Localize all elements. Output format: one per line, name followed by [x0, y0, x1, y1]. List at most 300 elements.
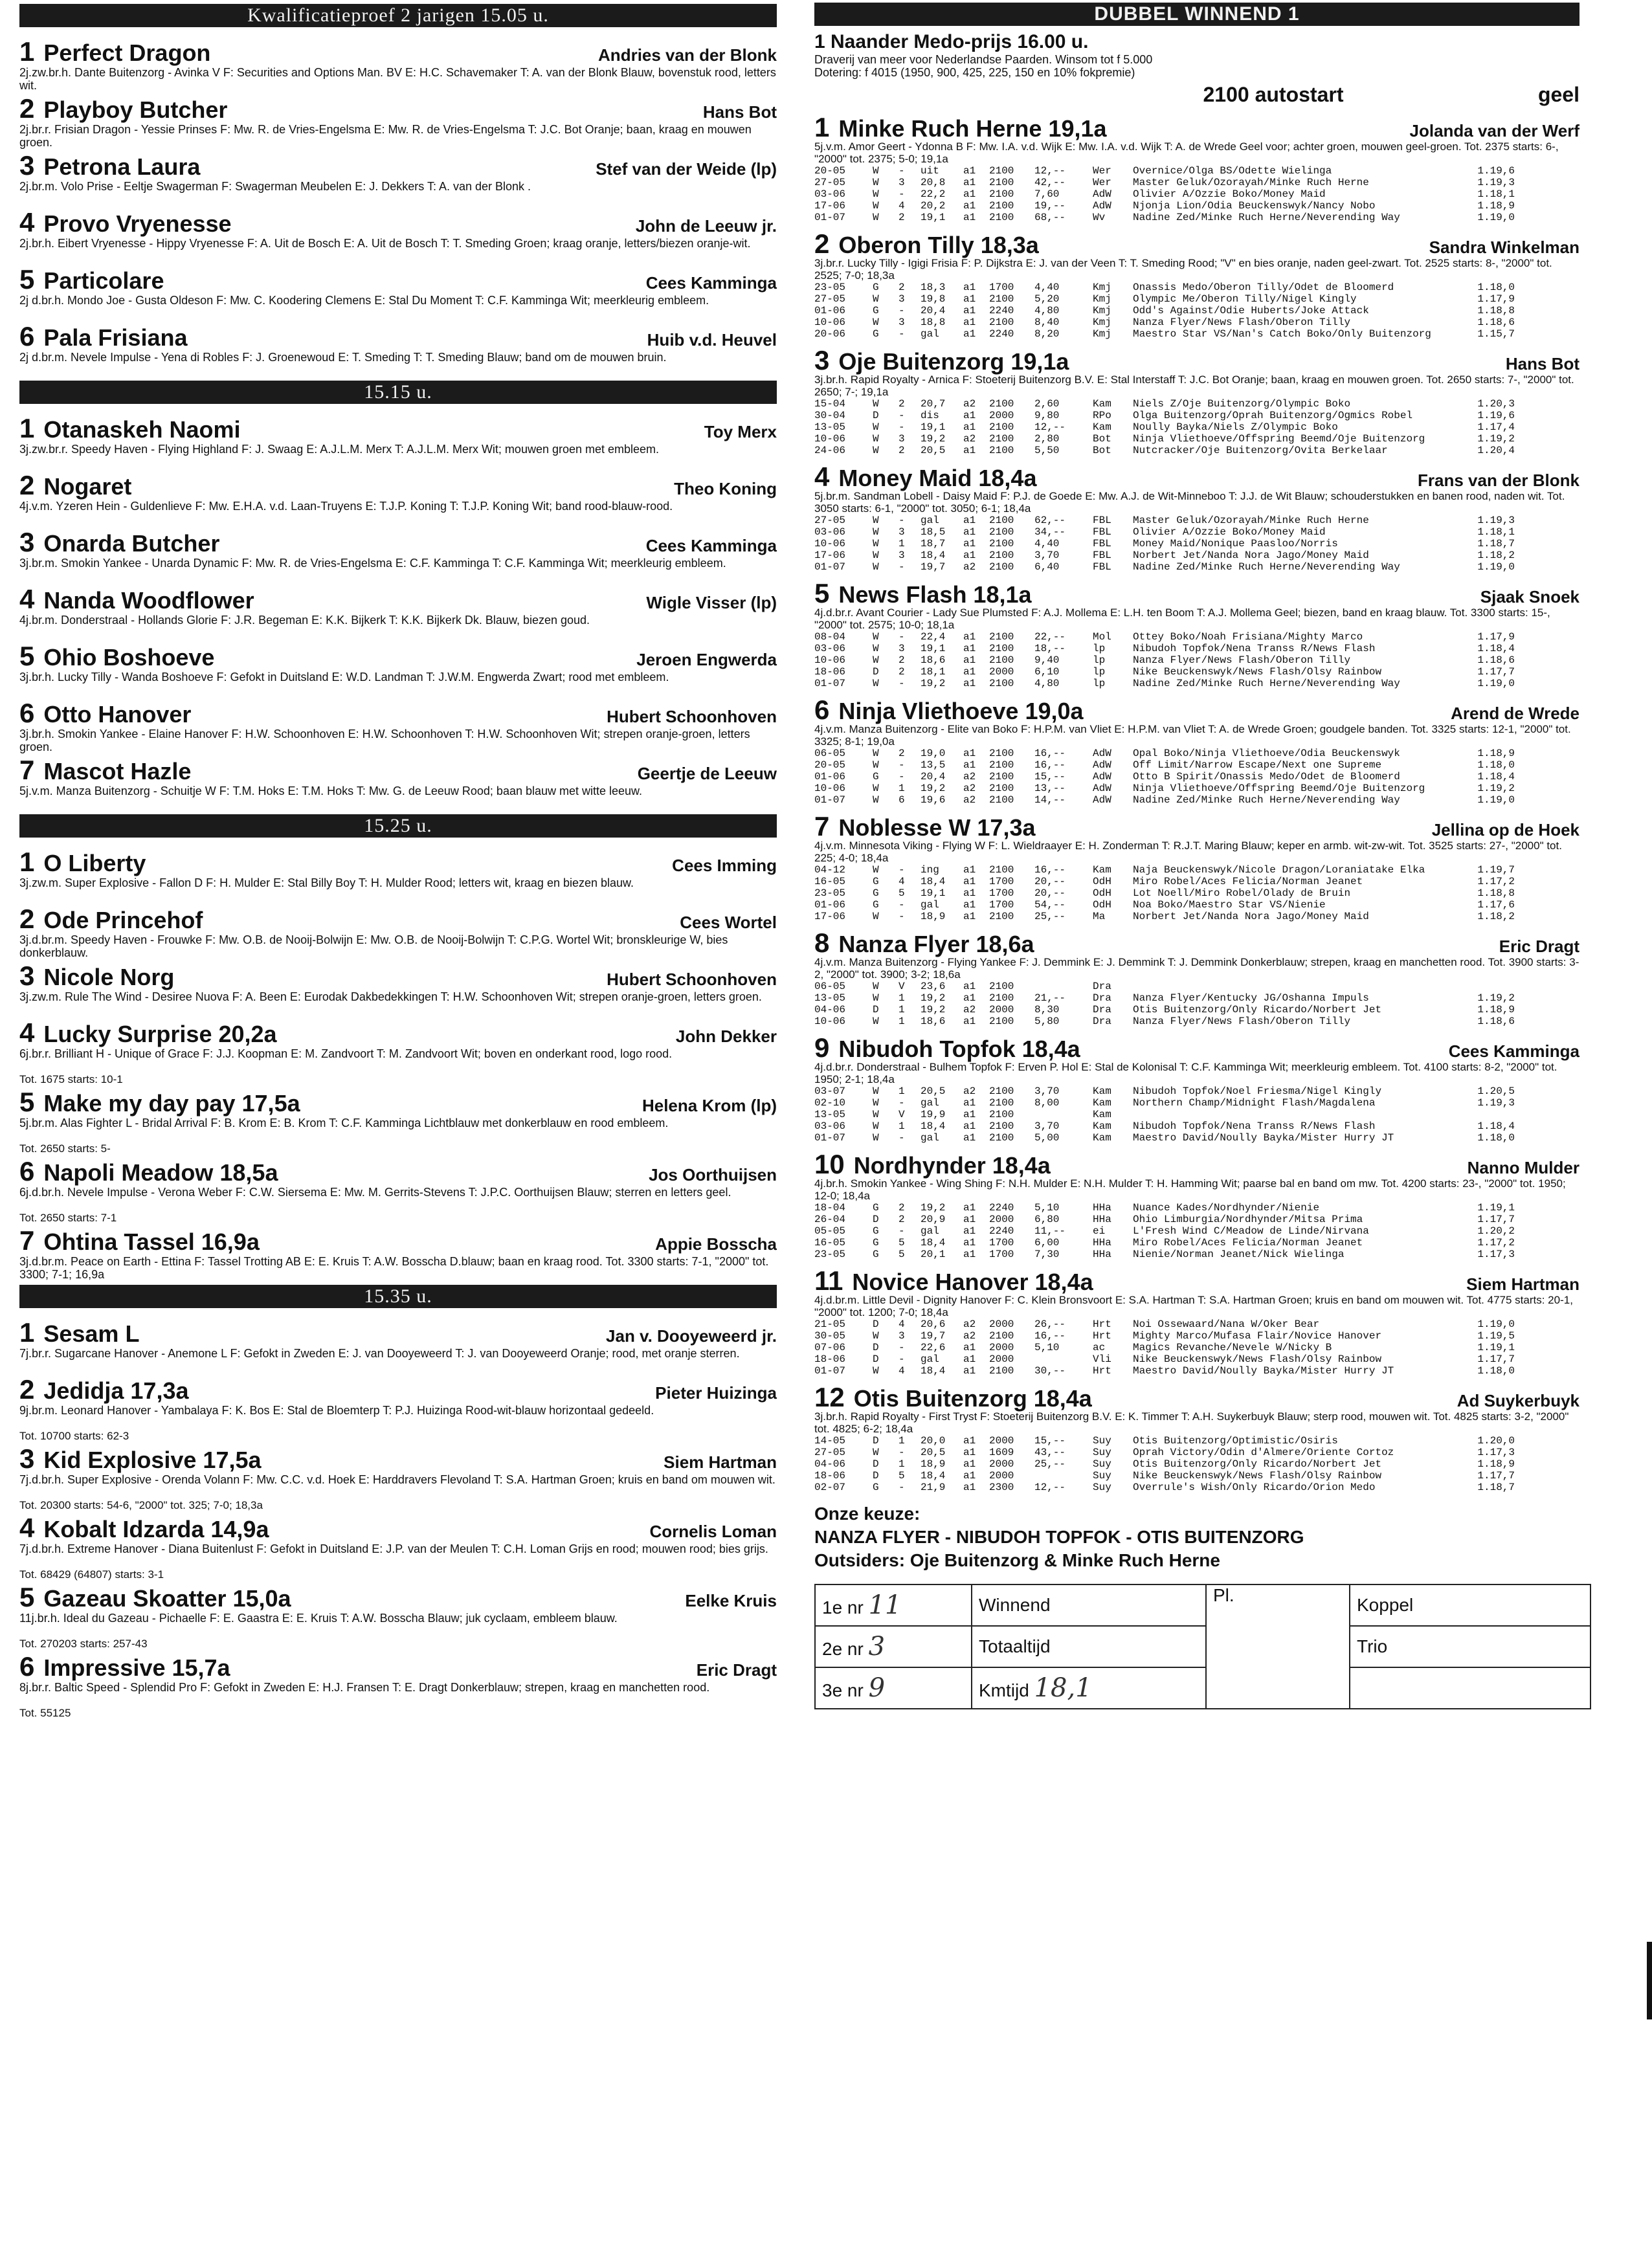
horse-header [814, 811, 1579, 839]
result-cell: 1.19,6 [1477, 410, 1515, 421]
horse-entry [814, 228, 1579, 340]
horse-number: 4 [19, 1017, 35, 1048]
result-cell: 03-06 [814, 188, 846, 200]
horse-entry [814, 1382, 1579, 1493]
horse-description: 3j.br.h. Lucky Tilly - Wanda Boshoeve F: Gefokt in Duitsland E: W.D. Landman T: J.W.M. Engwerda Zwart; rood met embleem. [19, 671, 669, 684]
handwritten-number: 11 [868, 1590, 902, 1620]
result-cell: W [873, 445, 879, 456]
result-cell: Nibudoh Topfok/Nena Transs R/News Flash [1133, 643, 1376, 654]
result-cell: 1 [899, 992, 905, 1004]
result-cell: 1.18,8 [1477, 887, 1515, 899]
result-cell: W [873, 1120, 879, 1132]
result-cell: 18,7 [921, 538, 946, 550]
result-cell: 1.17,7 [1477, 1214, 1515, 1225]
result-cell: 25,-- [1034, 1458, 1066, 1470]
race-conditions: Draverij van meer voor Nederlandse Paarden. Winsom tot f 5.000 [814, 53, 1153, 66]
horse-name-text: Perfect Dragon [43, 39, 211, 66]
result-cell: W [873, 1132, 879, 1144]
result-cell: lp [1093, 678, 1106, 689]
result-cell: Money Maid/Nonique Paasloo/Norris [1133, 538, 1338, 550]
result-cell: 10-06 [814, 317, 846, 328]
result-cell: 2100 [989, 1097, 1014, 1109]
result-cell: 1.20,3 [1477, 398, 1515, 410]
result-cell: 16-05 [814, 876, 846, 887]
horse-entry [19, 1443, 777, 1511]
bet-row [815, 1626, 1591, 1667]
result-cell: a1 [963, 1120, 976, 1132]
result-cell: D [873, 1353, 879, 1365]
race-type-bar: DUBBEL WINNEND 1 [814, 3, 1579, 26]
result-row [814, 305, 1579, 317]
result-cell: 10-06 [814, 433, 846, 445]
result-cell: - [899, 759, 905, 771]
result-cell: 1.19,0 [1477, 212, 1515, 223]
result-cell: G [873, 1482, 879, 1493]
result-cell: 2000 [989, 1435, 1014, 1447]
result-cell: lp [1093, 654, 1106, 666]
result-cell: D [873, 666, 879, 678]
horse-header [19, 527, 777, 557]
result-cell: G [873, 887, 879, 899]
horse-description: 2j.br.r. Frisian Dragon - Yessie Prinses F: Mw. R. de Vries-Engelsma E: Mw. R. de Vries-Engelsma T: J.C. Bot Oranje; baan, kraag en mouwen groen. [19, 123, 752, 149]
result-row [814, 212, 1579, 223]
result-row [814, 759, 1579, 771]
result-cell: Dra [1093, 981, 1111, 992]
result-cell: W [873, 165, 879, 177]
driver-name: Sjaak Snoek [1480, 587, 1579, 606]
result-cell: 18-06 [814, 1353, 846, 1365]
result-cell: 18,6 [921, 654, 946, 666]
right-column [814, 0, 1579, 1709]
driver-name: Helena Krom (lp) [642, 1096, 777, 1115]
horse-number: 11 [814, 1265, 843, 1296]
result-row [814, 421, 1579, 433]
result-cell: 1.20,2 [1477, 1225, 1515, 1237]
result-cell: W [873, 200, 879, 212]
result-cell: Norbert Jet/Nanda Nora Jago/Money Maid [1133, 911, 1369, 922]
result-cell: 1 [899, 1120, 905, 1132]
result-cell: 1.17,3 [1477, 1447, 1515, 1458]
result-cell: Nadine Zed/Minke Ruch Herne/Neverending Way [1133, 561, 1400, 573]
result-row [814, 678, 1579, 689]
result-cell: a1 [963, 177, 976, 188]
race-time-bar: 15.25 u. [19, 814, 777, 838]
result-cell: D [873, 1458, 879, 1470]
result-cell: 18,4 [921, 876, 946, 887]
result-cell: FBL [1093, 538, 1111, 550]
result-cell: - [899, 328, 905, 340]
result-cell: FBL [1093, 550, 1111, 561]
result-cell: Northern Champ/Midnight Flash/Magdalena [1133, 1097, 1376, 1109]
horse-number: 6 [19, 1651, 35, 1682]
result-cell: 2100 [989, 200, 1014, 212]
result-cell: 01-07 [814, 561, 846, 573]
handwritten-number: 3 [868, 1632, 886, 1662]
horse-description: 3j.zw.m. Rule The Wind - Desiree Nuova F: A. Been E: Eurodak Dakbedekkingen T: H.W. Schoonhoven Wit; strepen oranje-groen, letters groen. [19, 990, 762, 1003]
result-cell: Nienie/Norman Jeanet/Nick Wielinga [1133, 1249, 1345, 1260]
result-cell: Kam [1093, 1097, 1111, 1109]
driver-name: Siem Hartman [1466, 1274, 1579, 1294]
result-cell: W [873, 561, 879, 573]
result-cell: Ohio Limburgia/Nordhynder/Mitsa Prima [1133, 1214, 1363, 1225]
result-cell: 18,9 [921, 911, 946, 922]
bet-combo: Trio [1357, 1636, 1388, 1656]
result-cell: 5 [899, 887, 905, 899]
horse-name [19, 36, 210, 67]
result-cell: dis [921, 410, 939, 421]
horse-name [19, 584, 254, 615]
horse-description: 6j.br.r. Brilliant H - Unique of Grace F: J.J. Koopman E: M. Zandvoort T: M. Zandvoort Wit; boven en onderkant rood, logo rood. [19, 1047, 673, 1060]
result-cell: 17-06 [814, 550, 846, 561]
result-cell: 2000 [989, 1004, 1014, 1016]
bet-type: Winnend [979, 1595, 1051, 1615]
horse-header [814, 345, 1579, 373]
result-cell: Nadine Zed/Minke Ruch Herne/Neverending Way [1133, 794, 1400, 806]
result-cell: HHa [1093, 1237, 1111, 1249]
horse-name-text: Nibudoh Topfok 18,4a [838, 1036, 1080, 1062]
result-cell: 30-05 [814, 1330, 846, 1342]
result-cell: 1.19,7 [1477, 864, 1515, 876]
horse-totals: Tot. 270203 starts: 257-43 [19, 1638, 148, 1650]
horse-description: 3j.br.h. Rapid Royalty - First Tryst F: Stoeterij Buitenzorg B.V. E: K. Timmer T: A.H. Suykerbuyk Blauw; sterp rood, mouwen wit. Tot. 4825 starts: 3-2, "2000" tot. 4825; 6-2; 18,4a [814, 1410, 1569, 1435]
result-cell: 5,10 [1034, 1342, 1060, 1353]
result-cell: 20,-- [1034, 887, 1066, 899]
result-cell: Suy [1093, 1458, 1111, 1470]
result-row [814, 1214, 1579, 1225]
result-cell: 12,-- [1034, 421, 1066, 433]
horse-name [19, 1156, 278, 1187]
bet-form [814, 1584, 1591, 1709]
result-cell: 19,1 [921, 887, 946, 899]
result-cell: Noa Boko/Maestro Star VS/Nienie [1133, 899, 1326, 911]
result-cell: Dra [1093, 1016, 1111, 1027]
horse-header [19, 93, 777, 123]
result-cell: gal [921, 1132, 939, 1144]
driver-name: Jolanda van der Werf [1409, 121, 1579, 140]
result-cell: 1.17,9 [1477, 293, 1515, 305]
result-cell: gal [921, 899, 939, 911]
result-cell: 1.17,7 [1477, 666, 1515, 678]
result-cell: 2100 [989, 748, 1014, 759]
result-row [814, 1318, 1579, 1330]
result-cell: Ottey Boko/Noah Frisiana/Mighty Marco [1133, 631, 1363, 643]
driver-name: Jos Oorthuijsen [649, 1165, 777, 1184]
result-cell: G [873, 899, 879, 911]
horse-number: 2 [814, 228, 830, 259]
race-color: geel [1537, 83, 1579, 106]
result-cell: D [873, 1214, 879, 1225]
result-cell: 1 [899, 1085, 905, 1097]
horse-number: 6 [19, 698, 35, 728]
horse-description: 2j.br.m. Volo Prise - Eeltje Swagerman F: Swagerman Meubelen E: J. Dekkers T: A. van der Blonk . [19, 180, 531, 193]
result-cell: 2,60 [1034, 398, 1060, 410]
result-cell: 9,40 [1034, 654, 1060, 666]
horse-number: 10 [814, 1149, 845, 1179]
horse-number: 9 [814, 1032, 830, 1063]
horse-header [19, 847, 777, 876]
result-cell: D [873, 410, 879, 421]
horse-number: 3 [19, 1443, 35, 1474]
result-cell: a1 [963, 992, 976, 1004]
result-row [814, 328, 1579, 340]
result-row [814, 887, 1579, 899]
result-cell: 1.20,0 [1477, 1435, 1515, 1447]
bet-combo-cell [1350, 1667, 1591, 1709]
result-cell: 42,-- [1034, 177, 1066, 188]
horse-number: 8 [814, 928, 830, 958]
result-cell: AdW [1093, 794, 1111, 806]
result-cell: a1 [963, 887, 976, 899]
result-cell: Mighty Marco/Mufasa Flair/Novice Hanover [1133, 1330, 1382, 1342]
result-cell: D [873, 1004, 879, 1016]
horse-name-text: Money Maid 18,4a [838, 465, 1037, 491]
result-cell: 1 [899, 538, 905, 550]
result-cell: 2 [899, 666, 905, 678]
horse-entry [814, 112, 1579, 223]
result-cell: Odd's Against/Odie Huberts/Joke Attack [1133, 305, 1369, 317]
result-cell: 1.19,0 [1477, 678, 1515, 689]
result-cell: 2240 [989, 328, 1014, 340]
result-cell: 1700 [989, 876, 1014, 887]
result-cell: a1 [963, 1202, 976, 1214]
result-cell: 19,6 [921, 794, 946, 806]
horse-description: 3j.zw.br.r. Speedy Haven - Flying Highland F: J. Swaag E: A.J.L.M. Merx T: A.J.L.M. Merx Wit; mouwen groen met embleem. [19, 443, 660, 456]
result-cell: Nike Beuckenswyk/News Flash/Olsy Rainbow [1133, 1470, 1382, 1482]
result-cell: 03-07 [814, 1085, 846, 1097]
result-cell: a2 [963, 398, 976, 410]
horse-name [19, 1374, 189, 1405]
results-table [814, 1085, 1579, 1144]
choice-label: Onze keuze: [814, 1504, 921, 1524]
result-row [814, 561, 1579, 573]
result-cell: 08-04 [814, 631, 846, 643]
result-cell: - [899, 678, 905, 689]
result-cell: a1 [963, 748, 976, 759]
result-cell: W [873, 759, 879, 771]
driver-name: Sandra Winkelman [1429, 238, 1579, 257]
horse-header [814, 1265, 1579, 1294]
result-cell: Miro Robel/Aces Felicia/Norman Jeanet [1133, 1237, 1363, 1249]
result-cell: HHa [1093, 1249, 1111, 1260]
horse-header [814, 1382, 1579, 1410]
horse-entry [19, 641, 777, 696]
horse-name-text: Playboy Butcher [43, 96, 228, 123]
horse-number: 6 [19, 1156, 35, 1186]
horse-name-text: Otis Buitenzorg 18,4a [853, 1385, 1092, 1412]
result-cell: 2100 [989, 177, 1014, 188]
result-cell: 18,4 [921, 1120, 946, 1132]
result-row [814, 177, 1579, 188]
result-cell: 17-06 [814, 911, 846, 922]
result-cell: a1 [963, 1214, 976, 1225]
horse-name-text: Nicole Norg [43, 964, 175, 990]
horse-entry [19, 1156, 777, 1224]
horse-description: 3j.zw.m. Super Explosive - Fallon D F: H. Mulder E: Stal Billy Boy T: H. Mulder Rood; letters wit, kraag en biezen blauw. [19, 876, 634, 889]
result-cell: 13,-- [1034, 783, 1066, 794]
result-cell: Suy [1093, 1435, 1111, 1447]
result-cell: a1 [963, 631, 976, 643]
result-cell: 3 [899, 526, 905, 538]
result-cell: 18,9 [921, 1458, 946, 1470]
result-cell: 20,2 [921, 200, 946, 212]
horse-name [814, 1032, 1080, 1063]
result-cell: 2240 [989, 305, 1014, 317]
horse-header [19, 698, 777, 728]
horse-name-text: News Flash 18,1a [838, 581, 1032, 608]
result-cell: lp [1093, 643, 1106, 654]
result-cell: gal [921, 1097, 939, 1109]
result-cell: G [873, 1202, 879, 1214]
result-cell [1469, 981, 1515, 992]
horse-entry [19, 904, 777, 959]
horse-header [19, 961, 777, 990]
result-cell: Otis Buitenzorg/Optimistic/Osiris [1133, 1435, 1338, 1447]
result-cell: 27-05 [814, 515, 846, 526]
horse-entry [19, 321, 777, 377]
result-cell: W [873, 748, 879, 759]
result-cell: W [873, 783, 879, 794]
horse-header [814, 578, 1579, 606]
result-cell: 18,-- [1034, 643, 1066, 654]
horse-header [19, 1513, 777, 1542]
result-cell: a1 [963, 1470, 976, 1482]
horse-name-text: Nogaret [43, 473, 132, 500]
result-cell: 2 [899, 398, 905, 410]
horse-name [19, 470, 131, 501]
result-cell: Kam [1093, 1085, 1111, 1097]
result-cell: 2100 [989, 783, 1014, 794]
result-cell: W [873, 293, 879, 305]
result-cell: a2 [963, 1085, 976, 1097]
result-cell: 20-05 [814, 759, 846, 771]
horse-description: 3j.br.m. Smokin Yankee - Unarda Dynamic F: Mw. R. de Vries-Engelsma E: C.F. Kamminga T: C.F. Kamminga Wit; meerkleurig embleem. [19, 557, 726, 570]
result-cell: a1 [963, 165, 976, 177]
result-cell: 3 [899, 317, 905, 328]
result-row [814, 1330, 1579, 1342]
result-row [814, 631, 1579, 643]
result-cell: Master Geluk/Ozorayah/Minke Ruch Herne [1133, 177, 1369, 188]
result-cell: 1.19,1 [1477, 1202, 1515, 1214]
result-cell: 2100 [989, 1085, 1014, 1097]
result-cell: AdW [1093, 748, 1111, 759]
result-cell: OdH [1093, 899, 1111, 911]
result-cell: 10-06 [814, 783, 846, 794]
result-cell: Off Limit/Narrow Escape/Next one Supreme [1133, 759, 1382, 771]
result-cell: Overnice/Olga BS/Odette Wielinga [1133, 165, 1332, 177]
horse-entry [19, 264, 777, 320]
result-cell: AdW [1093, 759, 1111, 771]
result-cell: 2100 [989, 515, 1014, 526]
horse-name [19, 847, 146, 878]
edge-mark [1647, 1942, 1652, 2019]
horse-name-text: Particolare [43, 267, 164, 294]
result-cell: 19,2 [921, 1202, 946, 1214]
horse-entry [814, 695, 1579, 806]
result-cell: 18-06 [814, 1470, 846, 1482]
result-cell: 18,4 [921, 1470, 946, 1482]
result-cell: 5 [899, 1237, 905, 1249]
driver-name: Cees Kamminga [645, 273, 777, 293]
result-cell: 8,00 [1034, 1097, 1060, 1109]
driver-name: Jeroen Engwerda [636, 650, 777, 669]
result-cell: AdW [1093, 771, 1111, 783]
result-cell: 2000 [989, 1353, 1014, 1365]
driver-name: Geertje de Leeuw [637, 764, 777, 783]
result-cell: 06-05 [814, 981, 846, 992]
result-cell: a1 [963, 200, 976, 212]
result-cell: 1.18,0 [1477, 1365, 1515, 1377]
result-row [814, 876, 1579, 887]
horse-totals: Tot. 20300 starts: 54-6, "2000" tot. 325; 7-0; 18,3a [19, 1499, 263, 1511]
result-cell: 1609 [989, 1447, 1014, 1458]
result-cell: 30-04 [814, 410, 846, 421]
result-cell [1469, 1109, 1515, 1120]
horse-name [19, 1582, 291, 1613]
result-cell: a1 [963, 876, 976, 887]
horse-entry [19, 1225, 777, 1281]
horse-description: 3j.br.h. Smokin Yankee - Elaine Hanover F: H.W. Schoonhoven E: H.W. Schoonhoven T: H.W. Schoonhoven Wit; strepen oranje-groen, letters groen. [19, 728, 750, 753]
horse-header [19, 1443, 777, 1473]
result-cell: 04-06 [814, 1458, 846, 1470]
horse-name-text: Minke Ruch Herne 19,1a [838, 115, 1107, 142]
horse-entry [19, 1017, 777, 1085]
result-cell: 2100 [989, 1132, 1014, 1144]
result-cell: FBL [1093, 561, 1111, 573]
bet-number-cell [815, 1667, 972, 1709]
horse-description: 4j.d.br.r. Donderstraal - Bulhem Topfok F: Erven P. Hol E: Stal de Kolonisal T: C.F. Kamminga Wit; meerkleurig embleem. Tot. 4100 starts: 8-2, "2000" tot. 1950; 2-1; 18,4a [814, 1061, 1557, 1085]
result-cell: 3 [899, 1330, 905, 1342]
result-cell: a1 [963, 1482, 976, 1493]
results-table [814, 165, 1579, 223]
result-cell: 1.18,4 [1477, 1120, 1515, 1132]
horse-name-text: Jedidja 17,3a [43, 1377, 189, 1404]
result-cell: 3 [899, 643, 905, 654]
result-cell: 2 [899, 1202, 905, 1214]
result-row [814, 538, 1579, 550]
result-cell: Kam [1093, 1120, 1111, 1132]
result-cell: 1700 [989, 1237, 1014, 1249]
horse-entry [814, 1265, 1579, 1377]
result-cell: Kmj [1093, 293, 1111, 305]
result-cell: RPo [1093, 410, 1111, 421]
result-cell: D [873, 1470, 879, 1482]
horse-entry [19, 1087, 777, 1155]
result-cell: 68,-- [1034, 212, 1066, 223]
horse-header [814, 1032, 1579, 1061]
result-cell: a1 [963, 1109, 976, 1120]
result-cell: 3 [899, 293, 905, 305]
result-row [814, 515, 1579, 526]
result-cell: 3,70 [1034, 550, 1060, 561]
result-cell: 34,-- [1034, 526, 1066, 538]
result-cell: Nanza Flyer/Kentucky JG/Oshanna Impuls [1133, 992, 1369, 1004]
horse-entry [19, 207, 777, 263]
result-cell: 05-05 [814, 1225, 846, 1237]
result-row [814, 1353, 1579, 1365]
result-cell: Onassis Medo/Oberon Tilly/Odet de Bloomerd [1133, 282, 1394, 293]
result-cell: FBL [1093, 526, 1111, 538]
horse-name-text: Lucky Surprise 20,2a [43, 1021, 277, 1047]
result-cell: a1 [963, 899, 976, 911]
driver-name: Hans Bot [702, 102, 777, 122]
result-cell: ei [1093, 1225, 1106, 1237]
result-row [814, 398, 1579, 410]
horse-header [19, 207, 777, 237]
horse-entry [19, 470, 777, 526]
result-cell: 1 [899, 783, 905, 794]
result-cell: 1.19,2 [1477, 992, 1515, 1004]
horse-number: 6 [19, 321, 35, 351]
